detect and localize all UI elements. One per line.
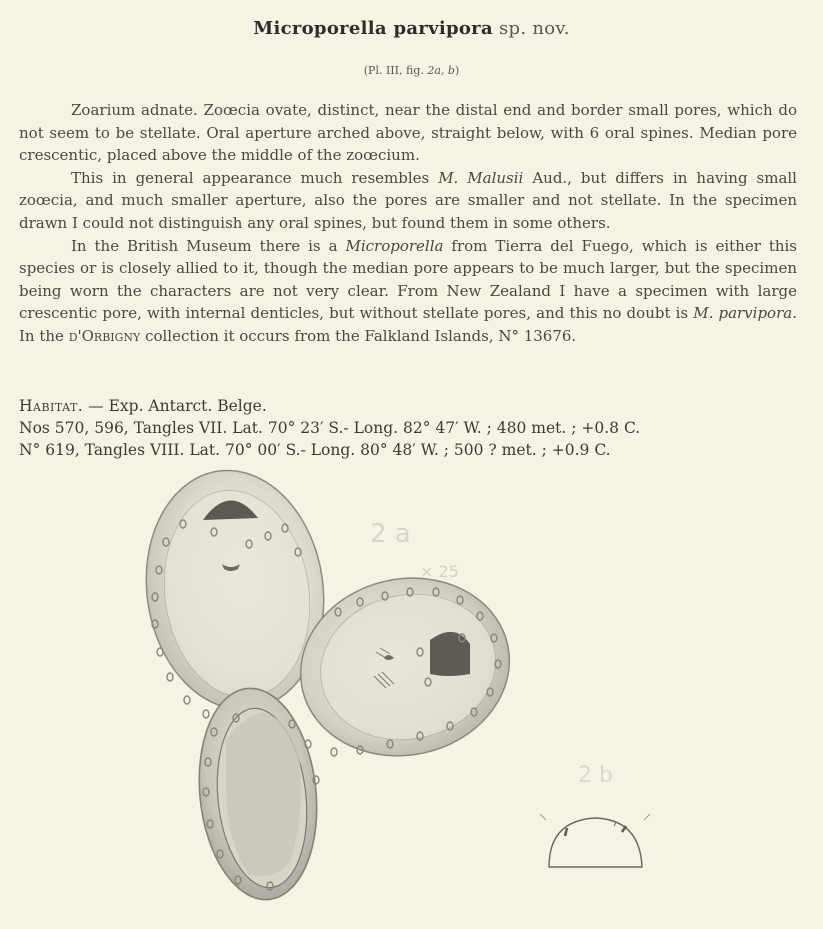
p3-collection-name: d'Orbigny bbox=[68, 326, 141, 345]
habitat-expedition: — Exp. Antarct. Belge. bbox=[83, 397, 267, 415]
magnification-label: × 25 bbox=[420, 562, 459, 581]
p3-genus-ref: Microporella bbox=[345, 236, 444, 255]
plate-ref-prefix: (Pl. III, fig. bbox=[363, 64, 424, 77]
zooecia-drawing bbox=[0, 462, 823, 925]
p3-text-a: In the British Museum there is a bbox=[71, 236, 346, 255]
plate-ref-suffix: ) bbox=[454, 64, 460, 77]
p3-species-ref: M. parvipora bbox=[693, 304, 793, 323]
description-body bbox=[19, 99, 797, 348]
aperture-detail bbox=[540, 814, 650, 867]
habitat-line-1 bbox=[19, 395, 809, 417]
specimen-figure bbox=[0, 462, 823, 925]
paragraph-distribution bbox=[19, 235, 797, 348]
species-name: Microporella parvipora bbox=[253, 18, 493, 39]
fig-label-2a: 2 a bbox=[370, 519, 411, 549]
page-title bbox=[0, 18, 823, 39]
paragraph-comparison bbox=[19, 167, 797, 235]
p3-text-c: . In the bbox=[19, 304, 797, 345]
fig-label-2b: 2 b bbox=[578, 763, 613, 788]
p3-text-d: collection it occurs from the Falkland Islands, N° 13676. bbox=[140, 326, 577, 345]
p3-text-b: from Tierra del Fuego, which is either this species or is closely allied to it, though the median pore appears to be much larger, but the specimen being worn the characters are not very clear. From New Zealand I have a specimen with large crescentic pore, with internal denticles, but without stellate pores, and this no doubt is bbox=[19, 236, 798, 323]
plate-reference bbox=[0, 64, 823, 77]
p2-text-b: Aud., but differs in having small zoœcia, and much smaller aperture, also the pores are smaller and not stellate. In the specimen drawn I could not distinguish any oral spines, but found them in some others. bbox=[19, 168, 797, 232]
habitat-line-3: N° 619, Tangles VIII. Lat. 70° 00′ S.- Long. 80° 48′ W. ; 500 ? met. ; +0.9 C. bbox=[19, 441, 611, 459]
habitat-line-2: Nos 570, 596, Tangles VII. Lat. 70° 23′ S.- Long. 82° 47′ W. ; 480 met. ; +0.8 C. bbox=[19, 419, 641, 437]
habitat-section bbox=[19, 395, 809, 461]
species-status: sp. nov. bbox=[498, 18, 570, 39]
p2-species-ref: M. Malusii bbox=[438, 168, 524, 187]
plate-ref-figs: 2a, b bbox=[427, 64, 455, 77]
habitat-label: Habitat. bbox=[19, 397, 84, 415]
zooecium-lower bbox=[189, 683, 327, 906]
p2-text-a: This in general appearance much resembles bbox=[71, 168, 439, 187]
paragraph-description: Zoarium adnate. Zoœcia ovate, distinct, near the distal end and border small pores, which do not seem to be stellate. Oral aperture arched above, straight below, with 6 oral spines. Median pore crescentic, placed above the middle of the zoœcium. bbox=[19, 101, 797, 165]
